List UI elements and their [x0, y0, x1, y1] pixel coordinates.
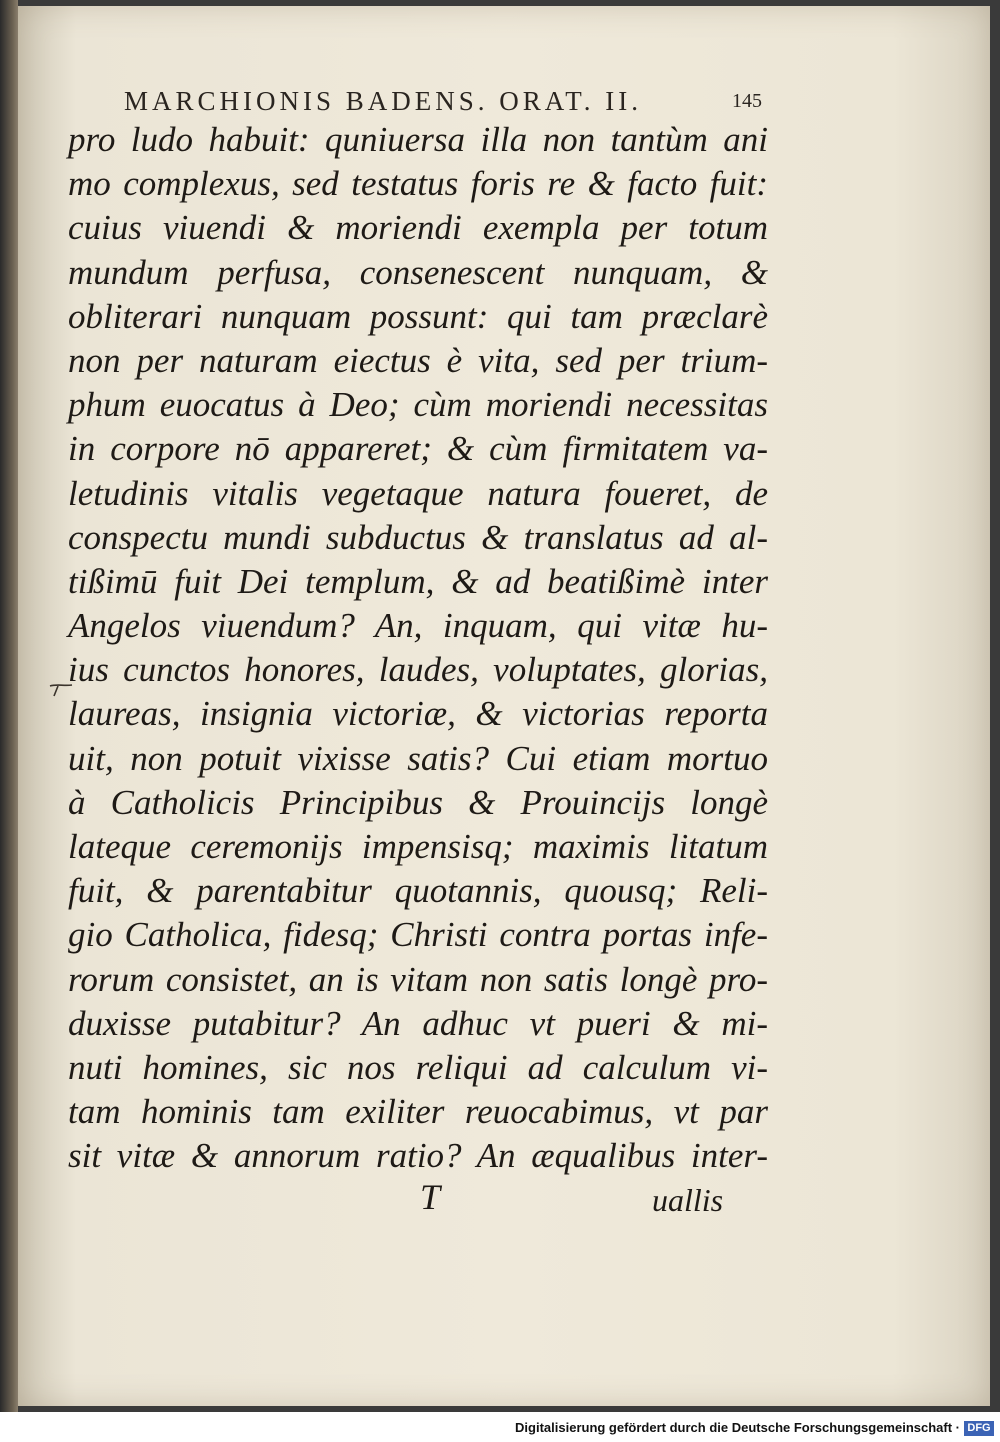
text-line: nuti homines, sic nos reliqui ad calculum vi-	[68, 1047, 768, 1087]
text-line: tißimū fuit Dei templum, & ad beatißimè inter	[68, 561, 768, 601]
folio-number: 145	[732, 90, 762, 112]
catchword: uallis	[652, 1182, 724, 1218]
text-line: Angelos viuendum? An, inquam, qui vitæ hu-	[68, 606, 768, 646]
page-header	[104, 84, 784, 120]
body-text	[68, 118, 768, 1179]
text-line: uit, non potuit vixisse satis? Cui etiam mortuo	[68, 738, 768, 778]
funding-credit: Digitalisierung gefördert durch die Deutsche Forschungsgemeinschaft ·	[515, 1420, 960, 1435]
text-line: pro ludo habuit: quniuersa illa non tantùm ani	[68, 120, 768, 159]
running-head: MARCHIONIS BADENS. ORAT. II.	[124, 86, 643, 116]
text-line: laureas, insignia victoriæ, & victorias reporta	[68, 694, 768, 734]
text-line: gio Catholica, fidesq; Christi contra portas infe-	[68, 915, 768, 955]
text-line: rorum consistet, an is vitam non satis longè pro-	[68, 959, 768, 999]
page-foot	[18, 1176, 990, 1226]
text-line: cuius viuendi & moriendi exempla per totum	[68, 208, 768, 248]
text-line: mo complexus, sed testatus foris re & facto fuit:	[68, 164, 768, 204]
digitization-footer	[0, 1418, 1000, 1442]
text-line: non per naturam eiectus è vita, sed per trium-	[68, 340, 768, 380]
text-line: à Catholicis Principibus & Prouincijs longè	[68, 782, 768, 822]
text-line: obliterari nunquam possunt: qui tam præclarè	[68, 296, 768, 336]
text-line: ius cunctos honores, laudes, voluptates, glorias,	[68, 650, 768, 690]
marginal-mark-icon	[48, 682, 74, 698]
text-line: duxisse putabitur? An adhuc vt pueri & mi-	[68, 1003, 768, 1043]
signature-mark: T	[420, 1177, 441, 1217]
text-line: conspectu mundi subductus & translatus ad al-	[68, 517, 768, 557]
text-line: sit vitæ & annorum ratio? An æqualibus inter-	[68, 1136, 768, 1176]
dfg-logo: DFG	[964, 1421, 994, 1436]
text-line: letudinis vitalis vegetaque natura foueret, de	[68, 473, 768, 513]
book-spine	[0, 0, 18, 1412]
text-line: lateque ceremonijs impensisq; maximis litatum	[68, 827, 768, 866]
book-page	[18, 6, 990, 1406]
text-line: mundum perfusa, consenescent nunquam, &	[68, 252, 768, 292]
text-line: tam hominis tam exiliter reuocabimus, vt par	[68, 1092, 768, 1132]
text-line: fuit, & parentabitur quotannis, quousq; Reli-	[68, 871, 768, 911]
text-line: phum euocatus à Deo; cùm moriendi necessitas	[68, 385, 768, 425]
text-line: in corpore nō appareret; & cùm firmitatem va-	[68, 429, 768, 469]
